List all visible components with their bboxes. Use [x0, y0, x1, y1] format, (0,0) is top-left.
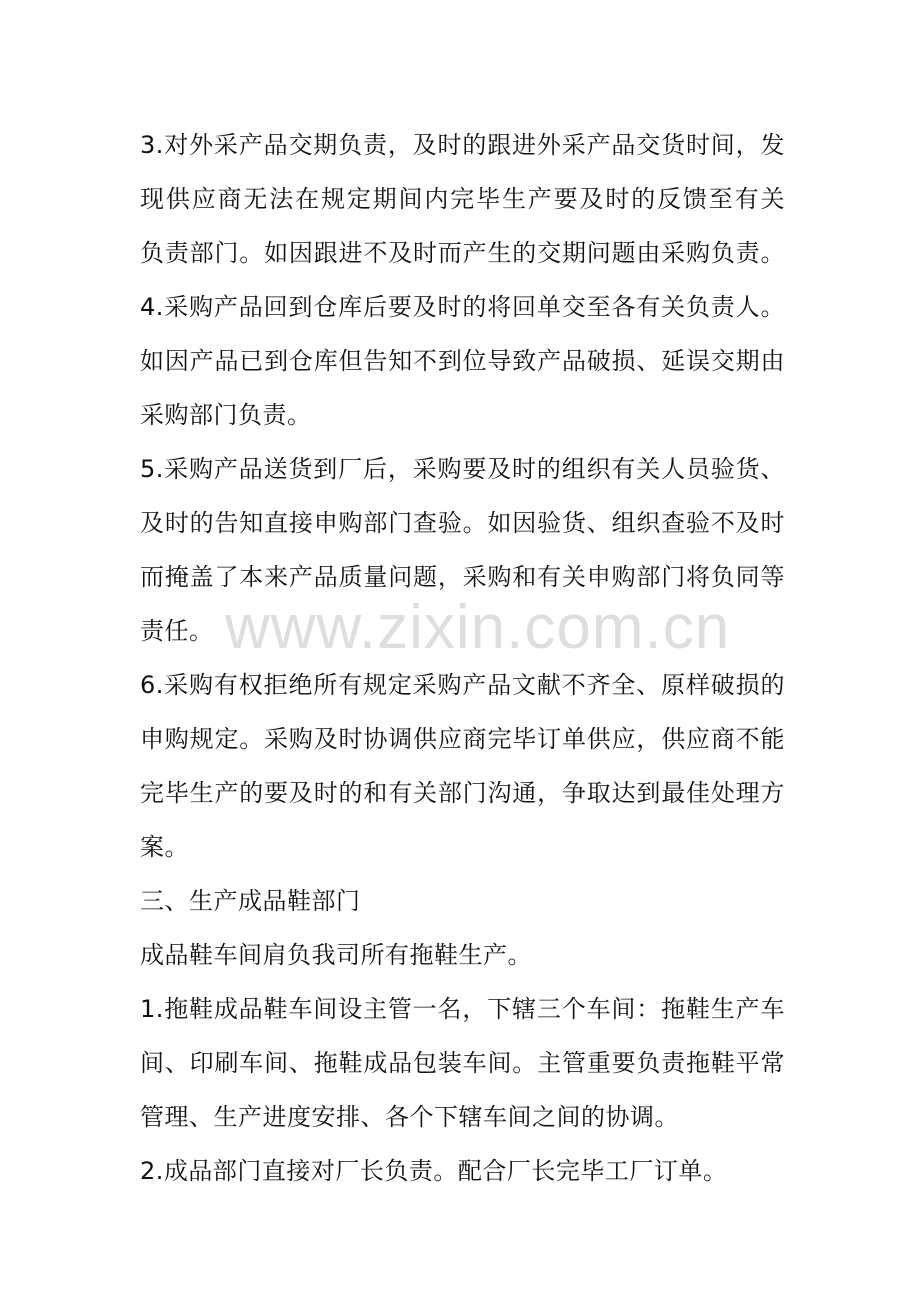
section-heading: 三、生产成品鞋部门: [140, 887, 361, 915]
text-line: 5.采购产品送货到厂后，采购要及时的组织有关人员验货、: [140, 455, 785, 483]
text-line: 现供应商无法在规定期间内完毕生产要及时的反馈至有关: [140, 185, 785, 213]
watermark: www.zixin.com.cn: [225, 593, 731, 662]
text-line: 责任。: [140, 617, 214, 645]
text-line: 2.成品部门直接对厂长负责。配合厂长完毕工厂订单。: [140, 1157, 728, 1185]
text-line: 成品鞋车间肩负我司所有拖鞋生产。: [140, 941, 532, 969]
text-line: 4.采购产品回到仓库后要及时的将回单交至各有关负责人。: [140, 293, 785, 321]
text-line: 及时的告知直接申购部门查验。如因验货、组织查验不及时: [140, 509, 785, 537]
text-line: 6.采购有权拒绝所有规定采购产品文献不齐全、原样破损的: [140, 671, 785, 699]
text-line: 采购部门负责。: [140, 401, 312, 429]
text-line: 而掩盖了本来产品质量问题，采购和有关申购部门将负同等: [140, 563, 785, 591]
text-line: 申购规定。采购及时协调供应商完毕订单供应，供应商不能: [140, 725, 785, 753]
text-line: 负责部门。如因跟进不及时而产生的交期问题由采购负责。: [140, 239, 785, 267]
text-line: 完毕生产的要及时的和有关部门沟通，争取达到最佳处理方: [140, 779, 785, 807]
text-line: 1.拖鞋成品鞋车间设主管一名，下辖三个车间：拖鞋生产车: [140, 995, 785, 1023]
text-line: 如因产品已到仓库但告知不到位导致产品破损、延误交期由: [140, 347, 785, 375]
text-line: 3.对外采产品交期负责，及时的跟进外采产品交货时间，发: [140, 131, 785, 159]
text-line: 间、印刷车间、拖鞋成品包装车间。主管重要负责拖鞋平常: [140, 1049, 785, 1077]
text-line: 管理、生产进度安排、各个下辖车间之间的协调。: [140, 1103, 679, 1131]
text-line: 案。: [140, 833, 189, 861]
